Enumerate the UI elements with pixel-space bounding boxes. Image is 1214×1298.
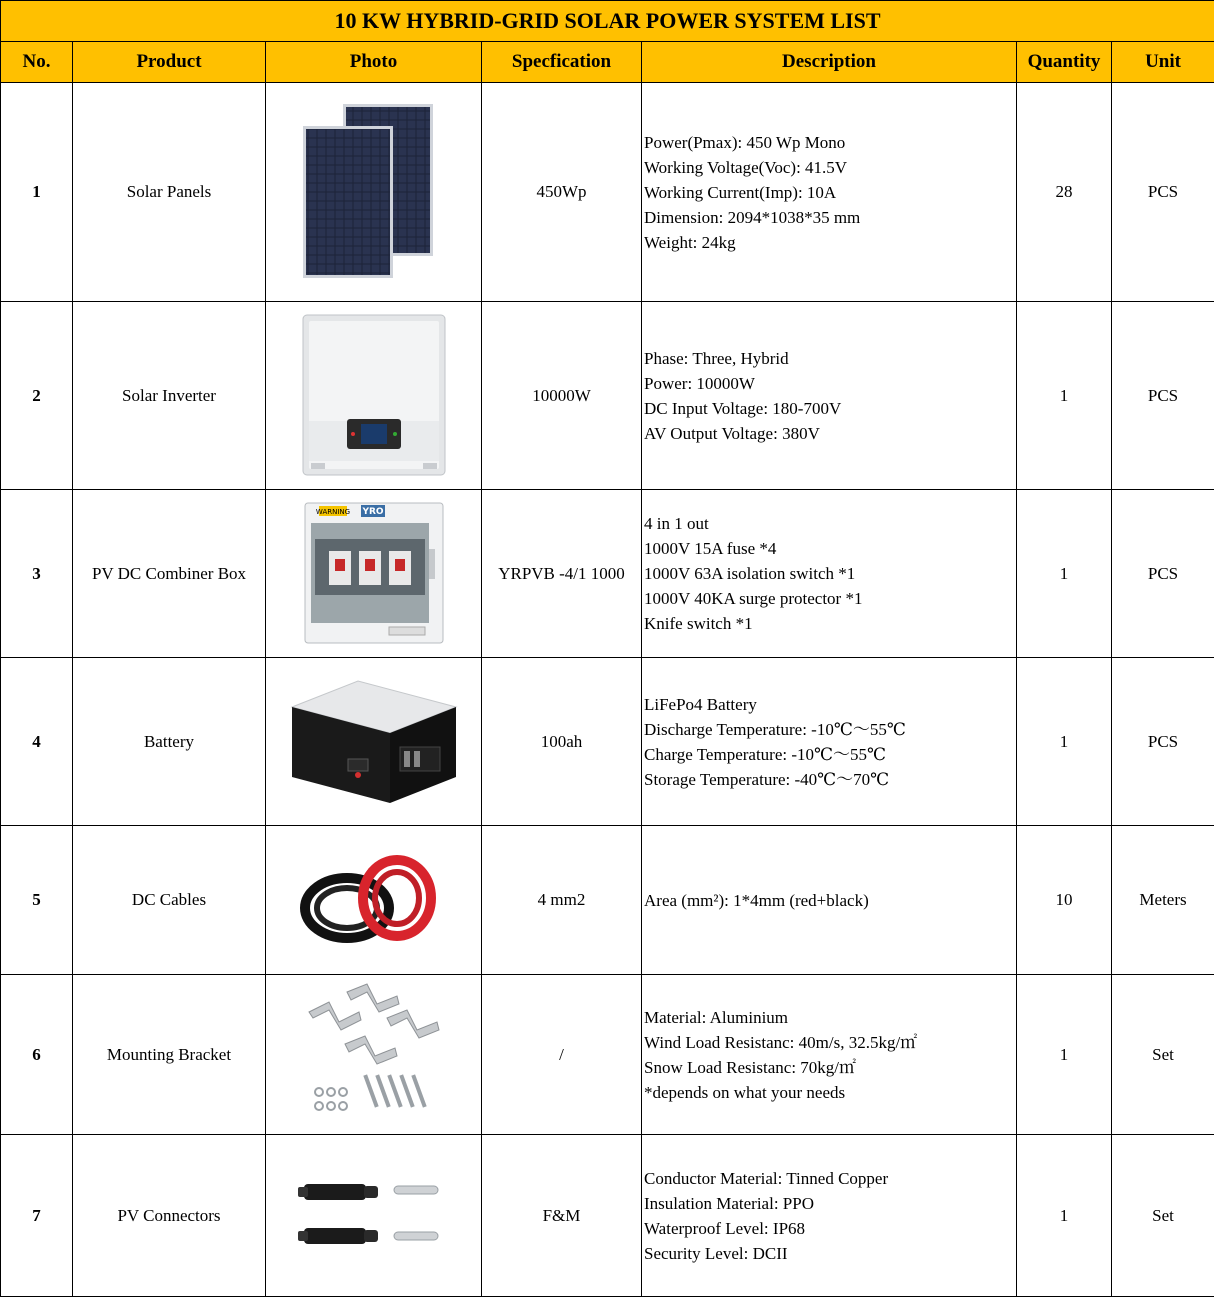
row-unit: PCS [1112,83,1214,302]
header-row [1,42,1214,83]
desc-line: Material: Aluminium [644,1007,789,1027]
row-quantity: 1 [1017,490,1112,658]
desc-line: 1000V 15A fuse *4 [644,539,777,558]
desc-line: Wind Load Resistanc: 40m/s, 32.5kg/㎡ [644,1032,918,1052]
header-unit: Unit [1112,42,1214,83]
row-product: Solar Inverter [73,302,266,490]
desc-line: Knife switch *1 [644,614,753,633]
header-quantity: Quantity [1017,42,1112,83]
solar-panels-photo [299,102,449,282]
row-unit: PCS [1112,302,1214,490]
photo-cell [266,975,482,1135]
row-product: Battery [73,658,266,826]
desc-line: Waterproof Level: IP68 [644,1218,806,1238]
row-description [642,302,1017,490]
row-quantity: 10 [1017,826,1112,975]
row-no: 7 [1,1135,73,1297]
brand-label: YRO [361,506,384,517]
photo-cell [266,83,482,302]
combiner-box-photo [299,499,449,649]
photo-cell [266,302,482,490]
row-unit: Set [1112,975,1214,1135]
row-spec: 450Wp [482,83,642,302]
row-quantity: 1 [1017,1135,1112,1297]
row-spec: 4 mm2 [482,826,642,975]
desc-line: Working Voltage(Voc): 41.5V [644,157,848,177]
row-description [642,826,1017,975]
desc-line: Charge Temperature: -10℃～55℃ [644,744,887,764]
battery-photo [288,677,460,807]
warning-label: WARNING [315,507,350,516]
row-product: Mounting Bracket [73,975,266,1135]
desc-line: Area (mm²): 1*4mm (red+black) [644,890,869,910]
row-quantity: 1 [1017,658,1112,826]
row-unit: Set [1112,1135,1214,1297]
desc-line: 1000V 63A isolation switch *1 [644,564,856,583]
desc-line: LiFePo4 Battery [644,694,757,714]
desc-line: Conductor Material: Tinned Copper [644,1168,889,1188]
photo-cell [266,658,482,826]
header-specification: Specfication [482,42,642,83]
table-row [1,490,1214,658]
table-row [1,302,1214,490]
row-spec: F&M [482,1135,642,1297]
row-product: PV DC Combiner Box [73,490,266,658]
desc-line: Storage Temperature: -40℃～70℃ [644,769,890,789]
photo-cell [266,1135,482,1297]
inverter-photo [299,311,449,481]
desc-line: Discharge Temperature: -10℃～55℃ [644,719,906,739]
pv-connectors-photo [294,1166,454,1266]
row-product: PV Connectors [73,1135,266,1297]
row-description [642,975,1017,1135]
table-row [1,975,1214,1135]
row-no: 3 [1,490,73,658]
header-product: Product [73,42,266,83]
table-row [1,83,1214,302]
row-spec: 10000W [482,302,642,490]
row-unit: PCS [1112,658,1214,826]
desc-line: *depends on what your needs [644,1082,846,1102]
row-product: Solar Panels [73,83,266,302]
row-description [642,658,1017,826]
row-quantity: 28 [1017,83,1112,302]
row-description [642,1135,1017,1297]
desc-line: Security Level: DCII [644,1243,788,1263]
header-photo: Photo [266,42,482,83]
table-row [1,658,1214,826]
photo-cell [266,826,482,975]
desc-line: DC Input Voltage: 180-700V [644,398,842,418]
desc-line: Power: 10000W [644,373,755,393]
row-no: 4 [1,658,73,826]
table-row [1,1135,1214,1297]
row-description [642,83,1017,302]
row-unit: PCS [1112,490,1214,658]
row-unit: Meters [1112,826,1214,975]
row-spec: / [482,975,642,1135]
row-no: 2 [1,302,73,490]
mounting-bracket-photo [299,982,449,1127]
row-spec: 100ah [482,658,642,826]
desc-line: Power(Pmax): 450 Wp Mono [644,132,846,152]
row-description [642,490,1017,658]
row-product: DC Cables [73,826,266,975]
header-no: No. [1,42,73,83]
desc-line: Dimension: 2094*1038*35 mm [644,207,861,227]
row-no: 6 [1,975,73,1135]
desc-line: Insulation Material: PPO [644,1193,814,1213]
header-description: Description [642,42,1017,83]
desc-line: Phase: Three, Hybrid [644,348,789,368]
row-quantity: 1 [1017,975,1112,1135]
desc-line: 4 in 1 out [644,514,709,533]
dc-cables-photo [299,850,449,950]
table-title: 10 KW HYBRID-GRID SOLAR POWER SYSTEM LIST [1,1,1214,42]
photo-cell [266,490,482,658]
desc-line: Weight: 24kg [644,232,736,252]
row-spec: YRPVB -4/1 1000 [482,490,642,658]
desc-line: Working Current(Imp): 10A [644,182,837,202]
row-quantity: 1 [1017,302,1112,490]
row-no: 5 [1,826,73,975]
desc-line: 1000V 40KA surge protector *1 [644,589,863,608]
desc-line: AV Output Voltage: 380V [644,423,820,443]
desc-line: Snow Load Resistanc: 70kg/㎡ [644,1057,857,1077]
row-no: 1 [1,83,73,302]
table-row [1,826,1214,975]
